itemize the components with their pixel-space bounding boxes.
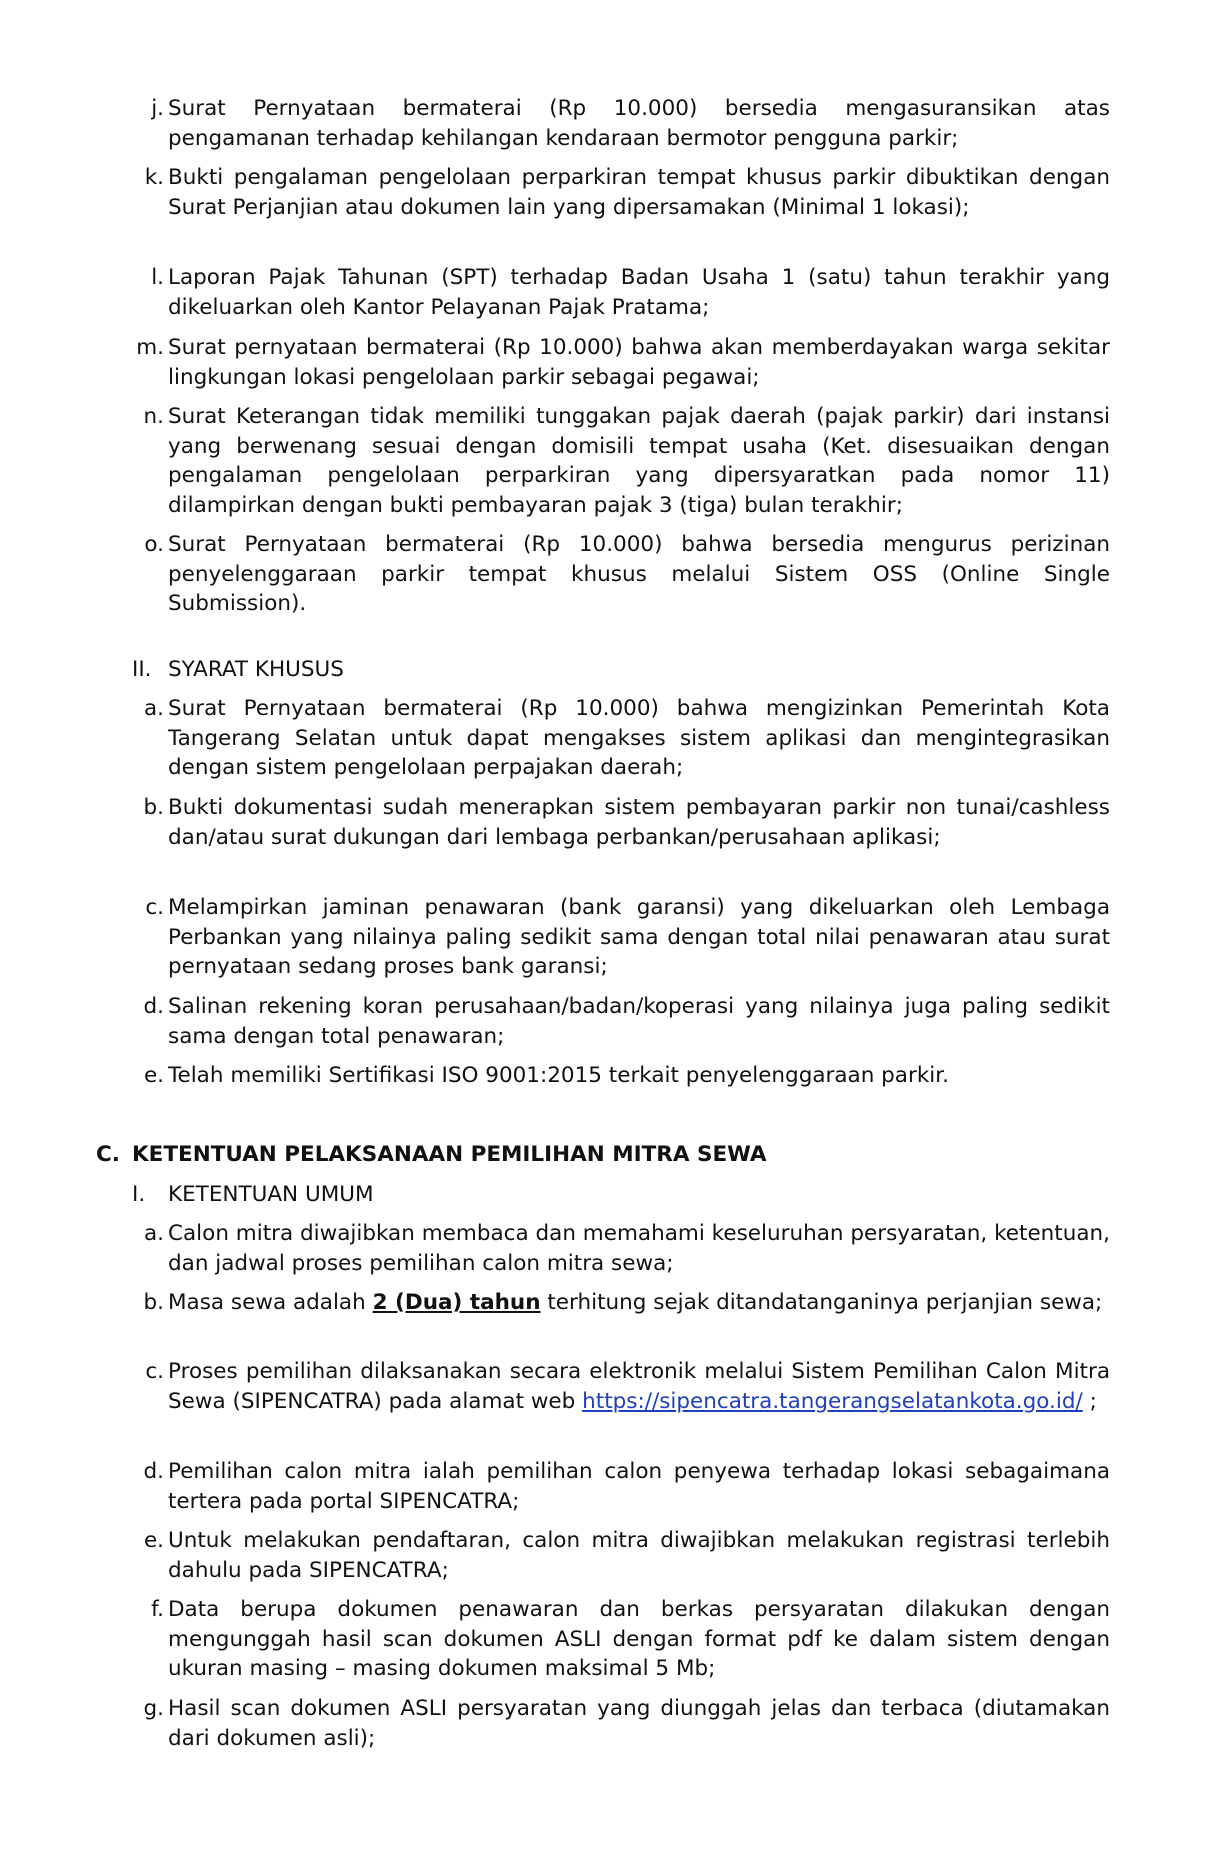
list-marker: k. (144, 165, 164, 190)
list-marker: f. (151, 1597, 164, 1622)
list-marker: a. (143, 1221, 164, 1246)
subsection-heading-syarat-khusus (132, 655, 344, 685)
subsection-title: KETENTUAN UMUM (168, 1182, 374, 1207)
list-item-text: Data berupa dokumen penawaran dan berkas persyaratan dilakukan dengan mengunggah hasil scan dokumen ASLI dengan format pdf ke dalam sistem dengan ukuran masing – masing dokumen maksimal 5 Mb; (168, 1597, 1110, 1681)
list-item-k (144, 163, 1110, 222)
list-item-text: Surat Pernyataan bermaterai (Rp 10.000) bersedia mengasuransikan atas pengamanan terhadap kehilangan kendaraan bermotor pengguna parkir; (168, 96, 1110, 151)
list-item-text: Surat pernyataan bermaterai (Rp 10.000) bahwa akan memberdayakan warga sekitar lingkungan lokasi pengelolaan parkir sebagai pegawai; (168, 335, 1110, 390)
list-item-text: Melampirkan jaminan penawaran (bank garansi) yang dikeluarkan oleh Lembaga Perbankan yang nilainya paling sedikit sama dengan total nilai penawaran atau surat pernyataan sedang proses bank garansi; (168, 895, 1110, 979)
sipencatra-link[interactable]: https://sipencatra.tangerangselatankota.go.id/ (582, 1388, 1083, 1414)
list-marker: b. (143, 795, 164, 820)
list-item-text: Pemilihan calon mitra ialah pemilihan calon penyewa terhadap lokasi sebagaimana tertera pada portal SIPENCATRA; (168, 1459, 1110, 1514)
text-run: terhitung sejak ditandatanganinya perjanjian sewa; (540, 1290, 1103, 1315)
list-marker: c. (145, 1359, 164, 1384)
list-marker: e. (143, 1528, 164, 1553)
list-marker: n. (143, 404, 164, 429)
list-item-text: Hasil scan dokumen ASLI persyaratan yang diunggah jelas dan terbaca (diutamakan dari dokumen asli); (168, 1696, 1110, 1751)
list-marker: g. (143, 1696, 164, 1721)
list-item-umum-e (143, 1526, 1110, 1585)
list-item-khusus-c (145, 893, 1110, 982)
list-item-umum-d (143, 1457, 1110, 1516)
text-run: Masa sewa adalah (168, 1290, 373, 1315)
list-item-text: Calon mitra diwajibkan membaca dan memahami keseluruhan persyaratan, ketentuan, dan jadwal proses pemilihan calon mitra sewa; (168, 1221, 1110, 1276)
list-item-umum-c (145, 1357, 1110, 1416)
text-run: Proses pemilihan dilaksanakan secara elektronik melalui Sistem Pemilihan Calon Mitra Sewa (SIPENCATRA) pada alamat web (168, 1359, 1110, 1414)
list-item-khusus-e (143, 1061, 1110, 1091)
list-item-text: Bukti pengalaman pengelolaan perparkiran tempat khusus parkir dibuktikan dengan Surat Perjanjian atau dokumen lain yang dipersamakan (Minimal 1 lokasi); (168, 165, 1110, 220)
list-item-text (168, 1357, 1110, 1416)
list-item-khusus-d (143, 992, 1110, 1051)
list-item-umum-g (143, 1694, 1110, 1753)
section-letter: C. (96, 1142, 120, 1167)
list-item-umum-b (143, 1288, 1110, 1318)
list-item-m (136, 333, 1110, 392)
list-marker: o. (144, 532, 164, 557)
list-marker: l. (151, 265, 164, 290)
sewa-duration-emphasis: 2 (Dua) tahun (372, 1290, 541, 1315)
list-item-text: Surat Pernyataan bermaterai (Rp 10.000) bahwa mengizinkan Pemerintah Kota Tangerang Selatan untuk dapat mengakses sistem aplikasi dan mengintegrasikan dengan sistem pengelolaan perpajakan daerah; (168, 696, 1110, 780)
list-item-text: Salinan rekening koran perusahaan/badan/koperasi yang nilainya juga paling sedikit sama dengan total penawaran; (168, 994, 1110, 1049)
list-marker: a. (143, 696, 164, 721)
list-item-text: Untuk melakukan pendaftaran, calon mitra diwajibkan melakukan registrasi terlebih dahulu pada SIPENCATRA; (168, 1528, 1110, 1583)
text-run: ; (1082, 1388, 1097, 1414)
list-marker: b. (143, 1290, 164, 1315)
section-heading-c (96, 1140, 767, 1170)
list-marker: j. (151, 96, 164, 121)
list-item-n (143, 402, 1110, 520)
list-item-text: Telah memiliki Sertifikasi ISO 9001:2015 terkait penyelenggaraan parkir. (168, 1063, 949, 1088)
list-item-text: Bukti dokumentasi sudah menerapkan sistem pembayaran parkir non tunai/cashless dan/atau surat dukungan dari lembaga perbankan/perusahaan aplikasi; (168, 795, 1110, 850)
subsection-title: SYARAT KHUSUS (168, 657, 344, 682)
list-item-o (144, 530, 1110, 619)
list-item-umum-f (151, 1595, 1110, 1684)
list-item-umum-a (143, 1219, 1110, 1278)
list-item-j (151, 94, 1110, 153)
list-marker: d. (143, 994, 164, 1019)
section-title: KETENTUAN PELAKSANAAN PEMILIHAN MITRA SEWA (132, 1142, 767, 1167)
list-marker: e. (143, 1063, 164, 1088)
list-item-l (151, 263, 1110, 322)
list-item-text: Laporan Pajak Tahunan (SPT) terhadap Badan Usaha 1 (satu) tahun terakhir yang dikeluarkan oleh Kantor Pelayanan Pajak Pratama; (168, 265, 1110, 320)
roman-numeral: I. (132, 1182, 146, 1207)
list-item-khusus-a (143, 694, 1110, 783)
list-marker: c. (145, 895, 164, 920)
subsection-heading-ketentuan-umum (132, 1180, 374, 1210)
list-item-text: Surat Keterangan tidak memiliki tunggakan pajak daerah (pajak parkir) dari instansi yang berwenang sesuai dengan domisili tempat usaha (Ket. disesuaikan dengan pengalaman pengelolaan perparkiran yang dipersyaratkan pada nomor 11) dilampirkan dengan bukti pembayaran pajak 3 (tiga) bulan terakhir; (168, 404, 1110, 518)
list-item-text (168, 1288, 1110, 1318)
list-marker: m. (136, 335, 164, 360)
list-item-khusus-b (143, 793, 1110, 852)
list-marker: d. (143, 1459, 164, 1484)
roman-numeral: II. (132, 657, 152, 682)
list-item-text: Surat Pernyataan bermaterai (Rp 10.000) bahwa bersedia mengurus perizinan penyelenggaraan parkir tempat khusus melalui Sistem OSS (Online Single Submission). (168, 532, 1110, 616)
